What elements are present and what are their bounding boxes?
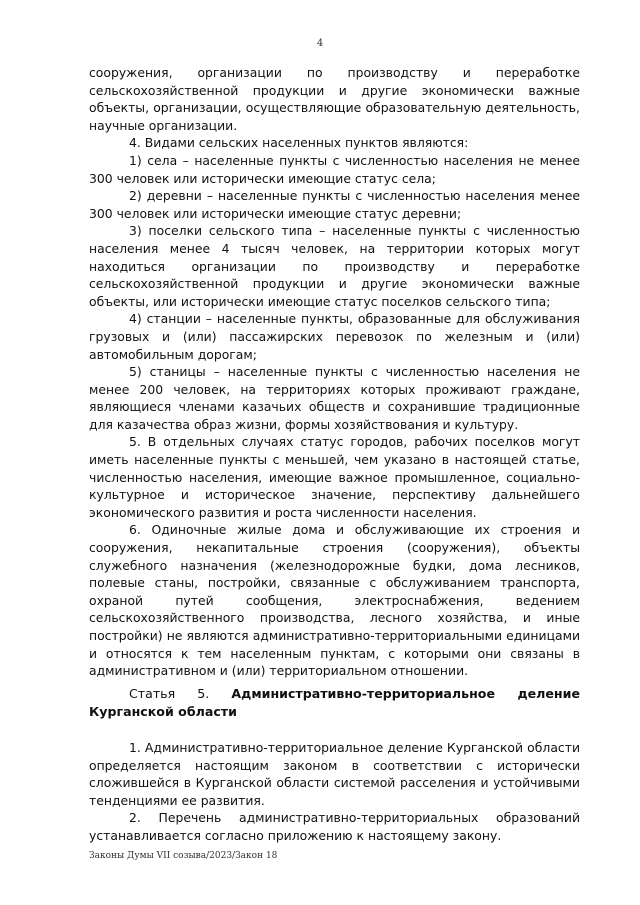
paragraph-clause-5: 5. В отдельных случаях статус городов, рабочих поселков могут иметь населенные пункты с меньшей, чем указано в настоящей статье, численностью населения, имеющие важное промышленное, социально-культурное и историческое значение, перспективу дальнейшего экономического развития и роста численности населения. — [89, 434, 580, 520]
article-word: Статья — [129, 686, 176, 701]
article-title: Административно-территориальное деление Курганской области — [89, 686, 580, 719]
paragraph-item-2: 2) деревни – населенные пункты с численностью населения менее 300 человек или исторически имеющие статус деревни; — [89, 188, 580, 221]
article-paragraph-2: 2. Перечень административно-территориальных образований устанавливается согласно приложению к настоящему закону. — [89, 810, 580, 843]
paragraph-clause-4: 4. Видами сельских населенных пунктов являются: — [129, 135, 469, 151]
paragraph-item-1: 1) села – населенные пункты с численностью населения не менее 300 человек или исторически имеющие статус села; — [89, 152, 580, 186]
article-body — [89, 739, 580, 845]
paragraph-continuation: сооружения, организации по производству и переработке сельскохозяйственной продукции и другие экономически важные объекты, организации, осуществляющие образовательную деятельность, научные организации. — [89, 65, 580, 133]
paragraph-item-3: 3) поселки сельского типа – населенные пункты с численностью населения менее 4 тысяч человек, на территории которых могут находиться организации по производству и переработке сельскохозяйственной продукции и другие экономически важные объекты, или исторически имеющие статус поселков сельского типа; — [89, 223, 580, 309]
article-number: 5. — [197, 686, 210, 701]
paragraph-clause-6: 6. Одиночные жилые дома и обслуживающие их строения и сооружения, некапитальные строения (сооружения), объекты служебного назначения (железнодорожные будки, дома лесников, полевые станы, постройки, связанные с обслуживанием транспорта, охраной путей сообщения, электроснабжения, ведением сельскохозяйственного производства, лесного хозяйства, и иные постройки) не являются административно-территориальными единицами и относятся к тем населенным пунктам, с которыми они связаны в административном и (или) территориальном отношении. — [89, 522, 580, 679]
paragraph-item-5: 5) станицы – населенные пункты с численностью населения не менее 200 человек, на территориях которых проживают граждане, являющиеся членами казачьих обществ и сохранившие традиционные для казачества образ жизни, формы хозяйствования и культуру. — [89, 364, 580, 432]
article-paragraph-1: 1. Административно-территориальное деление Курганской области определяется настоящим законом в соответствии с исторически сложившейся в Курганской области системой расселения и устойчивыми тенденциями ее развития. — [89, 740, 580, 808]
body-text — [89, 64, 580, 680]
paragraph-item-4: 4) станции – населенные пункты, образованные для обслуживания грузовых и (или) пассажирских перевозок по железным и (или) автомобильным дорогам; — [89, 311, 580, 362]
article-heading — [89, 685, 580, 721]
footer-reference: Законы Думы VII созыва/2023/Закон 18 — [89, 851, 278, 861]
page-number: 4 — [316, 38, 324, 49]
